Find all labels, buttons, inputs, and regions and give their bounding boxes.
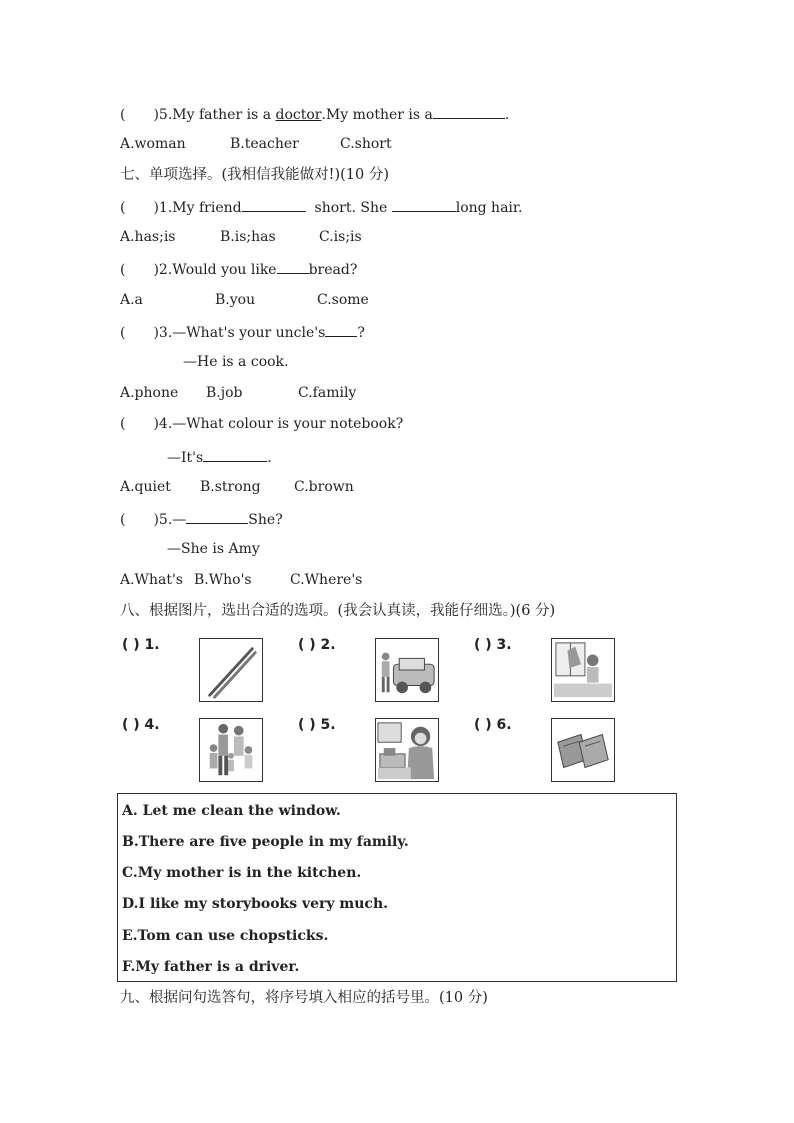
fill-blank[interactable] bbox=[186, 509, 248, 524]
family-picture bbox=[199, 718, 263, 782]
mother-in-kitchen-picture bbox=[375, 718, 439, 782]
choice-b: B.There are five people in my family. bbox=[122, 834, 409, 850]
answer-paren[interactable]: ( bbox=[120, 416, 126, 432]
fill-blank[interactable] bbox=[433, 104, 505, 119]
choice-d: D.I like my storybooks very much. bbox=[122, 896, 388, 912]
question-text-2: She? bbox=[248, 512, 283, 528]
answer-paren[interactable]: ( bbox=[120, 512, 126, 528]
answer-paren[interactable]: ( bbox=[120, 107, 126, 123]
option-a: A.phone bbox=[120, 385, 179, 401]
picture-item-5-label[interactable]: ( ) 5. bbox=[298, 717, 336, 733]
period: . bbox=[267, 450, 272, 466]
question-prev-5 bbox=[120, 104, 509, 124]
picture-item-4-label[interactable]: ( ) 4. bbox=[122, 717, 160, 733]
choice-a: A. Let me clean the window. bbox=[122, 803, 341, 819]
choice-e: E.Tom can use chopsticks. bbox=[122, 928, 329, 944]
fill-blank[interactable] bbox=[242, 197, 306, 212]
question-text: )5.My father is a bbox=[153, 107, 272, 123]
question-text-2: .My mother is a bbox=[321, 107, 433, 123]
picture-item-6-label[interactable]: ( ) 6. bbox=[474, 717, 512, 733]
picture-item-1-label[interactable]: ( ) 1. bbox=[122, 637, 160, 653]
fill-blank[interactable] bbox=[325, 322, 357, 337]
s7-question-5 bbox=[120, 509, 283, 529]
option-a: A.quiet bbox=[120, 479, 171, 495]
option-a: A.woman bbox=[120, 136, 186, 152]
choice-f: F.My father is a driver. bbox=[122, 959, 300, 975]
fill-blank[interactable] bbox=[277, 259, 309, 274]
question-text: )4.—What colour is your notebook? bbox=[153, 416, 404, 432]
answer-paren[interactable]: ( bbox=[120, 262, 126, 278]
s7-question-2 bbox=[120, 259, 357, 279]
question-text-2: ? bbox=[357, 325, 365, 341]
option-b: B.strong bbox=[200, 479, 261, 495]
answer-line: —He is a cook. bbox=[183, 354, 289, 370]
answer-text: —It's bbox=[167, 450, 204, 466]
answer-line: —She is Amy bbox=[167, 541, 260, 557]
question-text: )3.—What's your uncle's bbox=[153, 325, 326, 341]
option-c: C.some bbox=[317, 292, 369, 308]
section8-title: 八、根据图片，选出合适的选项。(我会认真读，我能仔细选。)(6 分) bbox=[120, 603, 556, 619]
s7-question-4 bbox=[120, 415, 403, 433]
picture-item-2-label[interactable]: ( ) 2. bbox=[298, 637, 336, 653]
option-a: A.has;is bbox=[120, 229, 176, 245]
option-a: A.What's bbox=[120, 572, 183, 588]
question-text-3: long hair. bbox=[455, 200, 523, 216]
option-c: C.family bbox=[298, 385, 357, 401]
option-b: B.teacher bbox=[230, 136, 299, 152]
s7-question-3 bbox=[120, 322, 365, 342]
question-text-2: bread? bbox=[308, 262, 358, 278]
fill-blank[interactable] bbox=[392, 197, 456, 212]
period: . bbox=[504, 107, 510, 123]
option-b: B.Who's bbox=[194, 572, 252, 588]
section7-title: 七、单项选择。(我相信我能做对!)(10 分) bbox=[120, 167, 390, 183]
option-b: B.you bbox=[215, 292, 256, 308]
storybooks-picture bbox=[551, 718, 615, 782]
question-text: )2.Would you like bbox=[153, 262, 277, 278]
option-c: C.Where's bbox=[290, 572, 363, 588]
choice-c: C.My mother is in the kitchen. bbox=[122, 865, 362, 881]
choices-box bbox=[117, 793, 677, 982]
question-text: )1.My friend bbox=[153, 200, 242, 216]
chopsticks-picture bbox=[199, 638, 263, 702]
option-c: C.brown bbox=[294, 479, 354, 495]
option-c: C.short bbox=[340, 136, 392, 152]
underlined-word: doctor bbox=[275, 107, 322, 123]
option-a: A.a bbox=[120, 292, 143, 308]
fill-blank[interactable] bbox=[203, 447, 267, 462]
s7-question-1 bbox=[120, 197, 523, 217]
option-b: B.job bbox=[206, 385, 243, 401]
answer-paren[interactable]: ( bbox=[120, 325, 126, 341]
question-text: )5.— bbox=[153, 512, 187, 528]
option-b: B.is;has bbox=[220, 229, 276, 245]
option-c: C.is;is bbox=[319, 229, 362, 245]
man-with-car-picture bbox=[375, 638, 439, 702]
answer-line bbox=[167, 447, 272, 467]
picture-item-3-label[interactable]: ( ) 3. bbox=[474, 637, 512, 653]
question-text-2: short. She bbox=[314, 200, 388, 216]
boy-cleaning-window-picture bbox=[551, 638, 615, 702]
answer-paren[interactable]: ( bbox=[120, 200, 126, 216]
section9-title: 九、根据问句选答句，将序号填入相应的括号里。(10 分) bbox=[120, 990, 488, 1006]
